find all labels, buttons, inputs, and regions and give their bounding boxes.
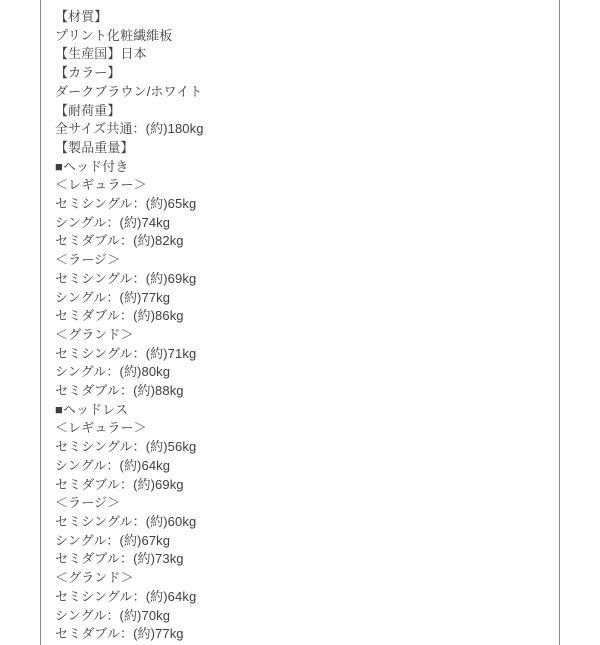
size-grand-heading: ＜グランド＞ [55,326,134,342]
weight-item-single: シングル：(約)74kg [55,214,171,230]
size-grand-heading: ＜グランド＞ [55,570,134,586]
weight-item-semi-single: セミシングル：(約)69kg [55,270,197,286]
weight-item-semi-single: セミシングル：(約)56kg [55,439,197,455]
material-value: プリント化粧繊維板 [55,27,173,43]
size-large-heading: ＜ラージ＞ [55,495,121,511]
load-capacity-label: 【耐荷重】 [55,102,121,118]
weight-item-semi-double: セミダブル：(約)82kg [55,233,184,249]
weight-item-single: シングル：(約)70kg [55,607,171,623]
weight-item-semi-single: セミシングル：(約)60kg [55,513,197,529]
spec-line-list [41,0,559,644]
with-head-heading: ■ヘッド付き [55,158,129,174]
size-regular-heading: ＜レギュラー＞ [55,177,147,193]
weight-item-semi-double: セミダブル：(約)73kg [55,551,184,567]
country-line: 【生産国】日本 [55,46,147,62]
weight-item-semi-double: セミダブル：(約)88kg [55,383,184,399]
weight-item-single: シングル：(約)80kg [55,364,171,380]
weight-item-semi-double: セミダブル：(約)69kg [55,476,184,492]
headless-heading: ■ヘッドレス [55,401,129,417]
product-spec-panel [40,0,560,645]
weight-item-single: シングル：(約)77kg [55,289,171,305]
weight-item-semi-double: セミダブル：(約)77kg [55,626,184,642]
weight-item-semi-single: セミシングル：(約)65kg [55,196,197,212]
weight-item-semi-single: セミシングル：(約)71kg [55,345,197,361]
weight-item-semi-double: セミダブル：(約)86kg [55,308,184,324]
size-regular-heading: ＜レギュラー＞ [55,420,147,436]
color-value: ダークブラウン/ホワイト [55,83,203,99]
weight-item-single: シングル：(約)64kg [55,457,171,473]
material-label: 【材質】 [55,9,108,24]
color-label: 【カラー】 [55,65,121,81]
size-large-heading: ＜ラージ＞ [55,252,121,268]
product-weight-label: 【製品重量】 [55,139,134,155]
load-capacity-value: 全サイズ共通：(約)180kg [55,121,204,137]
weight-item-semi-single: セミシングル：(約)64kg [55,588,197,604]
weight-item-single: シングル：(約)67kg [55,532,171,548]
